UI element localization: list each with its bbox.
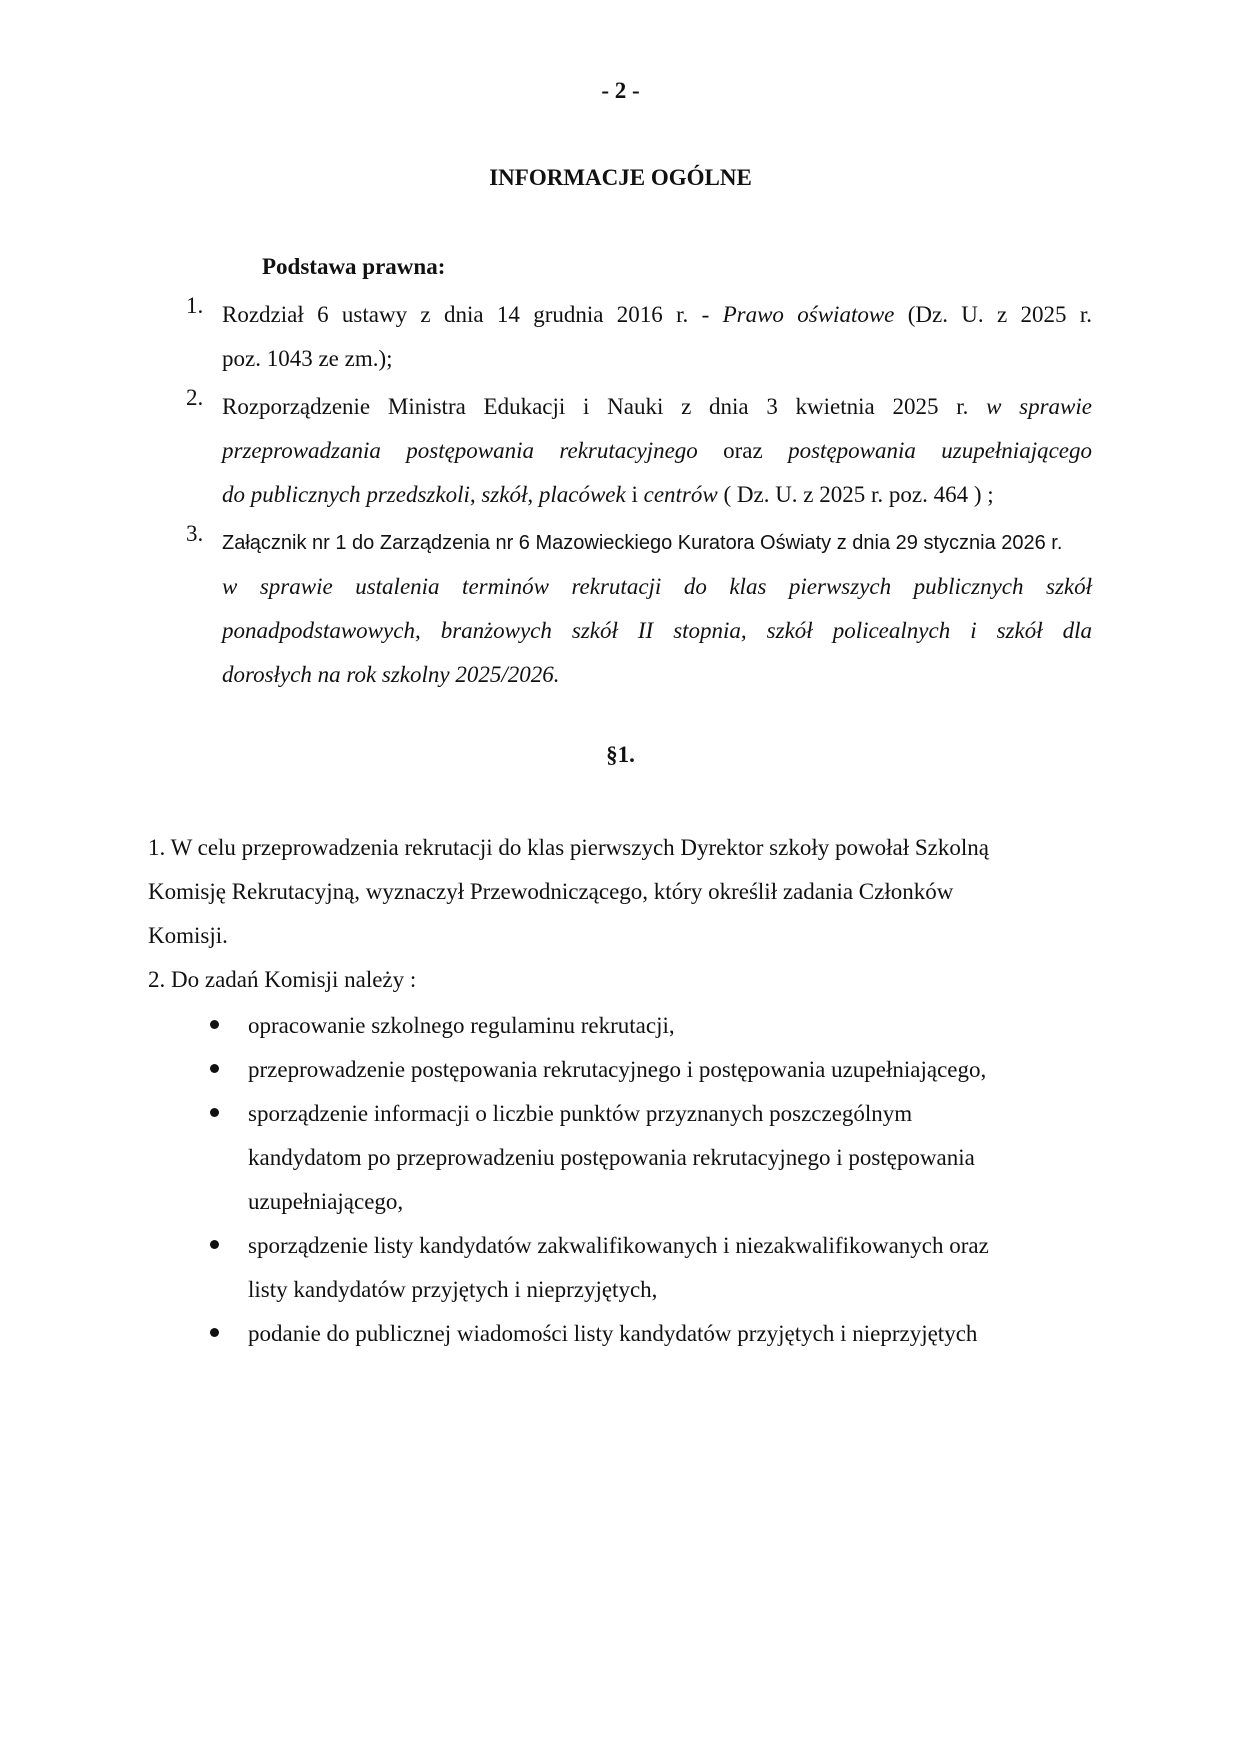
list-item — [210, 1048, 1110, 1092]
paragraph-line: 2. Do zadań Komisji należy : — [148, 967, 417, 992]
bullet-icon — [210, 1328, 219, 1337]
legal-basis-item — [182, 521, 1092, 697]
list-item — [210, 1092, 1110, 1224]
duties-bullet-list — [210, 1004, 1110, 1356]
list-item — [210, 1004, 1110, 1048]
text-span: i — [625, 482, 644, 507]
legal-basis-line — [222, 337, 1092, 381]
legal-basis-line — [222, 473, 1092, 517]
paragraph-line: Komisji. — [148, 923, 228, 948]
list-number: 3. — [186, 521, 204, 546]
act-title: Prawo oświatowe — [722, 302, 895, 327]
list-number: 1. — [186, 293, 204, 318]
section-mark: §1. — [606, 742, 635, 767]
legal-basis-line — [222, 385, 1092, 429]
legal-basis-line: Załącznik nr 1 do Zarządzenia nr 6 Mazowieckiego Kuratora Oświaty z dnia 29 stycznia 2026 r. — [222, 532, 1063, 554]
legal-basis-heading: Podstawa prawna: — [262, 254, 446, 279]
legal-basis-line — [222, 429, 1092, 473]
paragraph-line: Komisję Rekrutacyjną, wyznaczył Przewodniczącego, który określił zadania Członków — [148, 879, 954, 904]
legal-basis-line: w sprawie ustalenia terminów rekrutacji do klas pierwszych publicznych szkół — [222, 574, 1092, 599]
act-title: do publicznych przedszkoli, szkół, placówek — [222, 482, 626, 507]
page-number: - 2 - — [601, 78, 640, 103]
bullet-line: opracowanie szkolnego regulaminu rekrutacji, — [248, 1013, 675, 1038]
bullet-icon — [210, 1240, 219, 1249]
bullet-icon — [210, 1020, 219, 1029]
text-span: Rozporządzenie Ministra Edukacji i Nauki z dnia 3 kwietnia 2025 r. — [222, 394, 987, 419]
bullet-line: listy kandydatów przyjętych i nieprzyjętych, — [248, 1277, 658, 1302]
text-span: Rozdział 6 ustawy z dnia 14 grudnia 2016 r. - — [222, 302, 723, 327]
bullet-line: sporządzenie informacji o liczbie punktów przyznanych poszczególnym — [248, 1101, 913, 1126]
bullet-line: kandydatom po przeprowadzeniu postępowania rekrutacyjnego i postępowania — [248, 1145, 975, 1170]
text-span: poz. 1043 ze zm.); — [222, 346, 393, 371]
legal-basis-line — [222, 293, 1092, 337]
legal-basis-line: dorosłych na rok szkolny 2025/2026. — [222, 662, 560, 687]
bullet-line: uzupełniającego, — [248, 1189, 404, 1214]
act-title: postępowania uzupełniającego — [788, 438, 1093, 463]
bullet-line: przeprowadzenie postępowania rekrutacyjnego i postępowania uzupełniającego, — [248, 1057, 987, 1082]
text-span: ( Dz. U. z 2025 r. poz. 464 ) ; — [717, 482, 994, 507]
text-span: oraz — [697, 438, 789, 463]
list-item — [210, 1312, 1110, 1356]
bullet-icon — [210, 1064, 219, 1073]
act-title: centrów — [643, 482, 718, 507]
list-item — [210, 1224, 1110, 1312]
act-title: przeprowadzania postępowania rekrutacyjnego — [222, 438, 698, 463]
bullet-icon — [210, 1108, 219, 1117]
list-number: 2. — [186, 385, 204, 410]
bullet-line: sporządzenie listy kandydatów zakwalifikowanych i niezakwalifikowanych oraz — [248, 1233, 989, 1258]
legal-basis-item — [182, 293, 1092, 381]
legal-basis-list — [182, 293, 1092, 701]
bullet-line: podanie do publicznej wiadomości listy kandydatów przyjętych i nieprzyjętych — [248, 1321, 978, 1346]
act-title: w sprawie — [986, 394, 1092, 419]
paragraph-line: 1. W celu przeprowadzenia rekrutacji do klas pierwszych Dyrektor szkoły powołał Szkolną — [148, 835, 989, 860]
page-title: INFORMACJE OGÓLNE — [489, 165, 752, 190]
legal-basis-line: ponadpodstawowych, branżowych szkół II stopnia, szkół policealnych i szkół dla — [222, 618, 1092, 643]
legal-basis-item — [182, 385, 1092, 517]
text-span: (Dz. U. z 2025 r. — [894, 302, 1092, 327]
section-paragraph — [148, 826, 1068, 1002]
